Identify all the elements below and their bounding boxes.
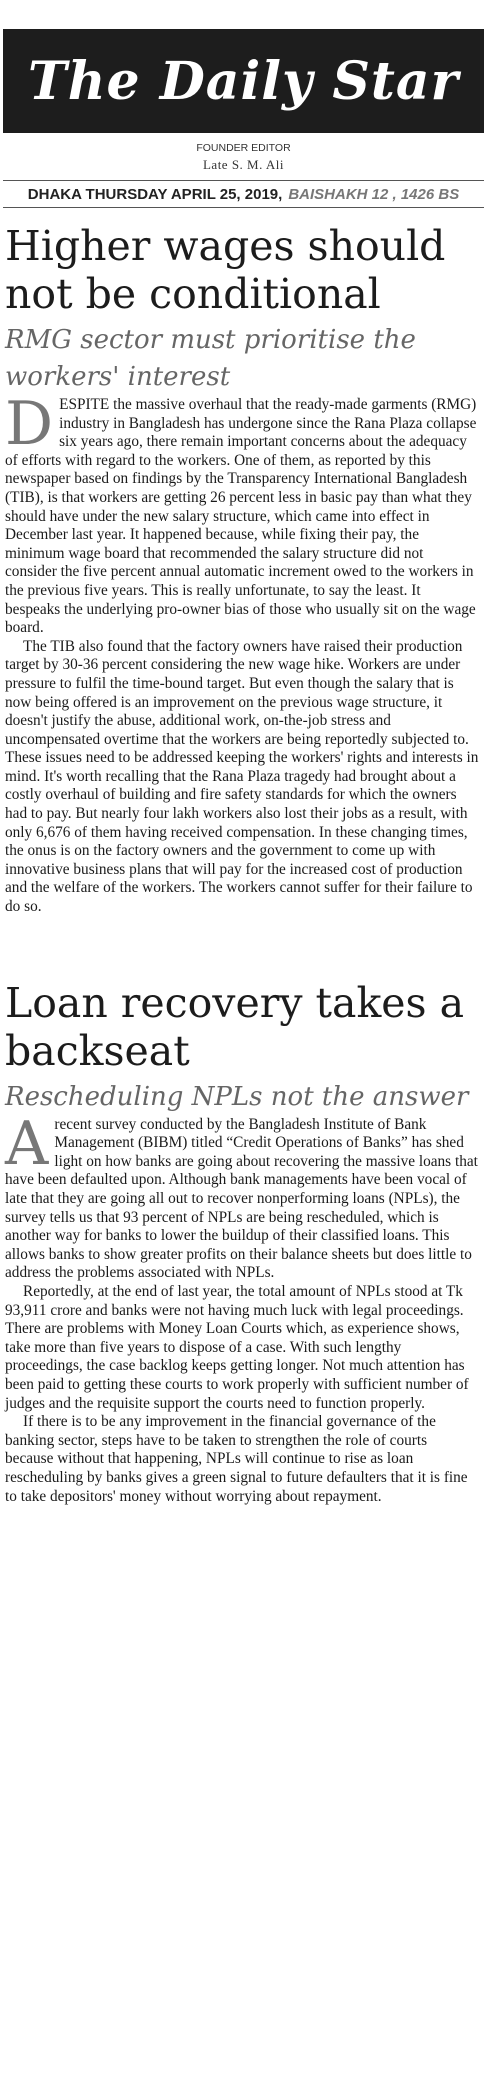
article-paragraph: Reportedly, at the end of last year, the total amount of NPLs stood at Tk 93,911 crore and banks were not having much luck with legal proceedings. There are problems with Money Loan Courts which, as experience shows, take more than five years to dispose of a case. With such lengthy proceedings, the case backlog keeps getting longer. Not much attention has been paid to getting these courts to work properly with sufficient number of judges and the requisite support the courts need to function properly. bbox=[5, 1282, 469, 1412]
dateline-date: DHAKA THURSDAY APRIL 25, 2019, bbox=[27, 185, 283, 203]
article-headline: Higher wages should not be conditional bbox=[5, 222, 446, 318]
article-headline: Loan recovery takes a backseat bbox=[5, 978, 465, 1075]
dateline-bangla-date: BAISHAKH 12 , 1426 BS bbox=[288, 185, 460, 203]
article-body bbox=[5, 1108, 479, 1506]
article-paragraph: The TIB also found that the factory owners have raised their production target by 30-36 percent considering the new wage hike. Workers are under pressure to fulfil the time-bound target. But even though the salary that is now being offered is an improvement on the previous wage structure, it doesn't justify the abuse, additional work, on-the-job stress and uncompensated overtime that the workers are being reportedly subjected to. These issues need to be addressed keeping the workers' rights and interests in mind. It's worth recalling that the Rana Plaza tragedy had brought about a costly overhaul of building and fire safety standards for which the owners had to pay. But nearly four lakh workers also lost their jobs as a result, with only 6,676 of them having received compensation. In these changing times, the onus is on the factory owners and the government to come up with innovative business plans that will pay for the increased cost of production and the welfare of the workers. The workers cannot suffer for their failure to do so. bbox=[5, 637, 479, 916]
dateline bbox=[3, 180, 484, 208]
founder-name: Late S. M. Ali bbox=[202, 157, 285, 172]
founder-label: FOUNDER EDITOR bbox=[196, 142, 291, 154]
editorial-article bbox=[0, 979, 487, 1506]
article-subheadline: RMG sector must prioritise the workers' interest bbox=[5, 325, 416, 392]
article-paragraph: DESPITE the massive overhaul that the ready-made garments (RMG) industry in Bangladesh has undergone since the Rana Plaza collapse six years ago, there remain important concerns about the adequacy of efforts with regard to the workers. One of them, as reported by this newspaper based on findings by the Transparency International Bangladesh (TIB), is that workers are getting 26 percent less in basic pay than what they should have under the new salary structure, which came into effect in December last year. It happened because, while fixing their pay, the minimum wage board that recommended the salary structure did not consider the five percent annual automatic increment owed to the workers in the previous five years. This is really unfortunate, to say the least. It bespeaks the underlying pro-owner bias of those who usually sit on the wage board. bbox=[5, 389, 477, 637]
masthead-logo: The Daily Star bbox=[28, 50, 459, 112]
drop-cap: D bbox=[5, 389, 54, 459]
founder-block bbox=[0, 142, 487, 173]
editorial-article bbox=[0, 222, 487, 917]
masthead bbox=[3, 29, 484, 133]
article-paragraph: If there is to be any improvement in the financial governance of the banking sector, steps have to be taken to strengthen the role of courts because without that happening, NPLs will continue to rise as loan rescheduling by banks gives a green signal to future defaulters that it is fine to take depositors' money without worrying about repayment. bbox=[5, 1413, 468, 1505]
drop-cap: A bbox=[5, 1108, 49, 1179]
article-subheadline: Rescheduling NPLs not the answer bbox=[5, 1081, 469, 1112]
article-paragraph: Arecent survey conducted by the Bangladesh Institute of Bank Management (BIBM) titled “Credit Operations of Banks” has shed light on how banks are going about recovering the massive loans that have been defaulted upon. Although bank managements have been vocal of late that they are going all out to recover nonperforming loans (NPLs), the survey tells us that 93 percent of NPLs are being rescheduled, which is another way for banks to lower the buildup of their classified loans. This allows banks to show greater profits on their balance sheets but does little to address the problems associated with NPLs. bbox=[5, 1108, 478, 1282]
article-body bbox=[5, 389, 479, 917]
